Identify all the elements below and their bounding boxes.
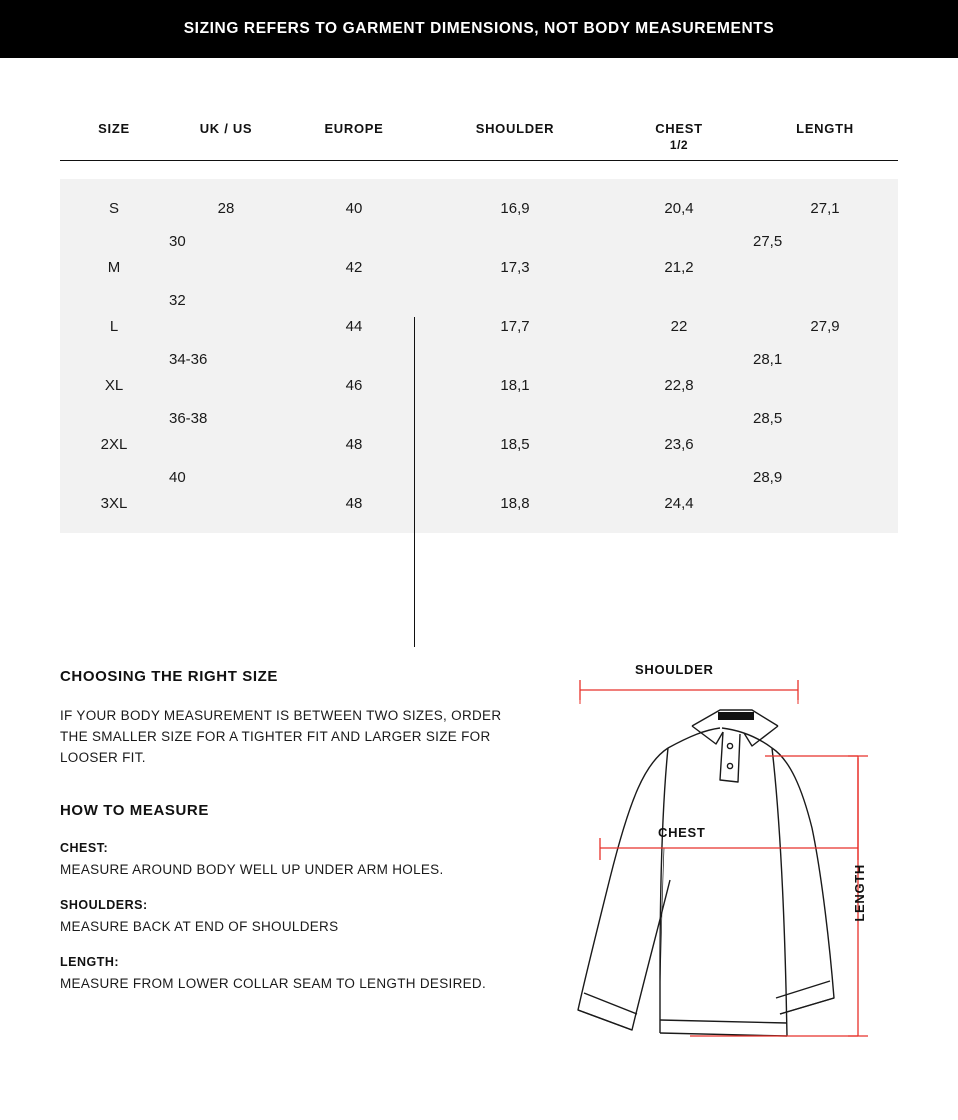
table-row	[60, 415, 898, 474]
cell-chest: 20,4	[664, 199, 694, 217]
cell-chest: 21,2	[664, 258, 694, 276]
header-shoulder: SHOULDER	[424, 120, 606, 161]
garment-measurement-diagram	[540, 648, 940, 1098]
cell-size: L	[109, 317, 119, 335]
how-to-measure-title: HOW TO MEASURE	[60, 802, 209, 819]
header-size: SIZE	[60, 120, 168, 161]
cell-uk-us: 40	[169, 468, 186, 486]
cell-shoulder: 18,5	[500, 435, 530, 453]
cell-length: 28,5	[753, 409, 783, 427]
measure-text: MEASURE AROUND BODY WELL UP UNDER ARM HOLES.	[60, 862, 444, 877]
cell-shoulder: 16,9	[500, 199, 530, 217]
collar-brand-label	[718, 712, 754, 720]
cell-uk-us: 28	[217, 199, 235, 217]
cell-size: XL	[104, 376, 124, 394]
cell-shoulder: 17,7	[500, 317, 530, 335]
diagram-label-length: LENGTH	[852, 864, 867, 922]
cell-size: S	[108, 199, 119, 217]
measure-item-chest	[60, 841, 530, 880]
measure-label: LENGTH:	[60, 955, 120, 969]
table-row	[60, 238, 898, 297]
banner-text: SIZING REFERS TO GARMENT DIMENSIONS, NOT BODY MEASUREMENTS	[183, 20, 775, 37]
cell-shoulder: 17,3	[500, 258, 530, 276]
cell-chest: 24,4	[664, 494, 694, 512]
table-row	[60, 356, 898, 415]
cell-length: 28,9	[753, 468, 783, 486]
measure-label: CHEST:	[60, 841, 109, 855]
cell-length: 27,5	[753, 232, 783, 250]
cell-uk-us: 32	[169, 291, 186, 309]
measure-item-length	[60, 955, 530, 994]
measure-label: SHOULDERS:	[60, 898, 148, 912]
cell-uk-us: 34-36	[169, 350, 208, 368]
cell-length: 27,1	[810, 199, 840, 217]
cell-europe: 44	[345, 317, 363, 335]
table-spacer-row	[60, 161, 898, 179]
table-column-divider	[414, 317, 415, 647]
cell-length: 28,1	[753, 350, 783, 368]
diagram-label-shoulder: SHOULDER	[635, 662, 714, 677]
header-uk-us: UK / US	[168, 120, 284, 161]
cell-size: M	[107, 258, 121, 276]
cell-chest: 23,6	[664, 435, 694, 453]
table-row	[60, 474, 898, 533]
cell-europe: 40	[345, 199, 363, 217]
cell-chest: 22,8	[664, 376, 694, 394]
table-header-row	[60, 120, 898, 161]
header-europe: EUROPE	[284, 120, 424, 161]
cell-europe: 42	[345, 258, 363, 276]
cell-shoulder: 18,1	[500, 376, 530, 394]
cell-shoulder: 18,8	[500, 494, 530, 512]
diagram-label-chest: CHEST	[658, 825, 706, 840]
header-chest-label: CHEST	[655, 121, 703, 136]
cell-size: 2XL	[100, 435, 128, 453]
cell-europe: 48	[345, 435, 363, 453]
measure-item-shoulders	[60, 898, 530, 937]
header-chest-sublabel: 1/2	[669, 138, 689, 152]
cell-europe: 48	[345, 494, 363, 512]
cell-uk-us: 30	[169, 232, 186, 250]
choosing-right-size-body: IF YOUR BODY MEASUREMENT IS BETWEEN TWO SIZES, ORDER THE SMALLER SIZE FOR A TIGHTER FIT AND LARGER SIZE FOR LOOSER FIT.	[60, 708, 502, 765]
table-spacer-cell	[60, 161, 898, 179]
size-chart-table-wrapper	[60, 58, 898, 533]
cell-size: 3XL	[100, 494, 128, 512]
top-banner	[0, 0, 958, 58]
cell-uk-us: 36-38	[169, 409, 208, 427]
measure-text: MEASURE FROM LOWER COLLAR SEAM TO LENGTH DESIRED.	[60, 976, 487, 991]
sizing-guidance-section	[60, 668, 530, 1012]
cell-europe: 46	[345, 376, 363, 394]
measure-text: MEASURE BACK AT END OF SHOULDERS	[60, 919, 339, 934]
table-row	[60, 297, 898, 356]
choosing-right-size-title: CHOOSING THE RIGHT SIZE	[60, 668, 278, 685]
header-length: LENGTH	[752, 120, 898, 161]
header-chest	[606, 120, 752, 161]
polo-shirt-illustration	[540, 648, 940, 1098]
cell-chest: 22	[670, 317, 688, 335]
table-row	[60, 179, 898, 238]
cell-length: 27,9	[810, 317, 840, 335]
size-chart-table	[60, 120, 898, 533]
